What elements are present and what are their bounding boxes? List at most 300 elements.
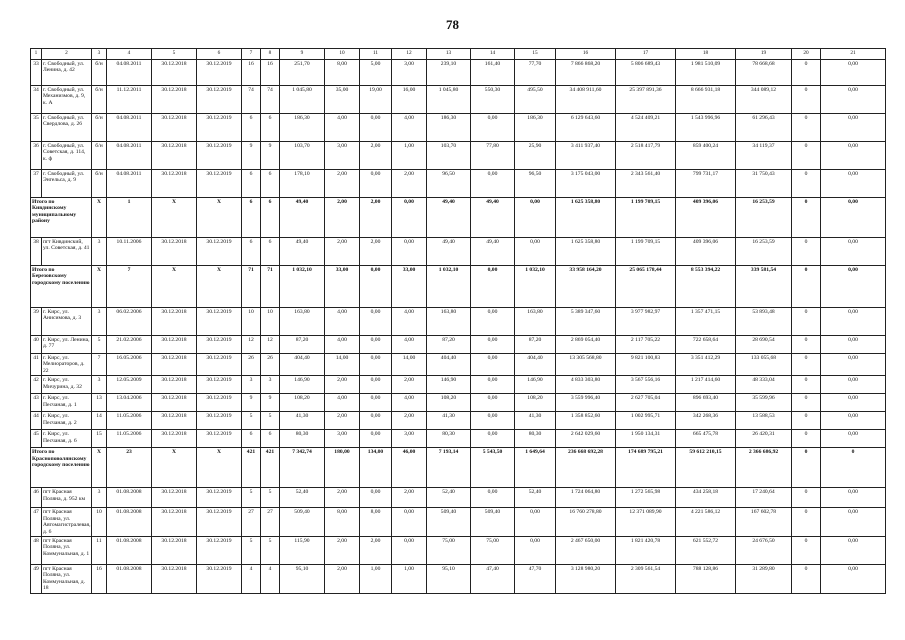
- table-cell: 30.12.2019: [197, 114, 242, 142]
- table-cell: 80,30: [427, 430, 471, 448]
- table-cell: 04.08.2011: [107, 170, 152, 198]
- table-cell: 12: [242, 336, 261, 354]
- table-cell: 30.12.2019: [197, 412, 242, 430]
- table-cell: 30.12.2019: [197, 508, 242, 537]
- table-cell: 1 543 996,96: [676, 114, 736, 142]
- table-cell: 799 731,17: [676, 170, 736, 198]
- table-cell: 30.12.2018: [152, 430, 197, 448]
- table-cell: 11: [92, 536, 107, 564]
- table-cell: 0: [792, 142, 821, 170]
- table-cell: 24 676,50: [736, 536, 792, 564]
- address-cell: пгт Красная Поляна, ул. Автомагистралевая, д. 6: [43, 509, 91, 535]
- table-body: [31, 49, 886, 594]
- table-cell: 4,00: [392, 336, 427, 354]
- table-cell: 1: [107, 198, 152, 238]
- table-cell: 0,00: [471, 376, 515, 394]
- table-cell: 0,00: [821, 86, 886, 114]
- address-cell: г. Кирс, ул. Анисимова, д. 3: [42, 308, 92, 336]
- table-cell: 2 642 029,60: [556, 430, 616, 448]
- table-cell: 5,00: [360, 60, 392, 86]
- table-cell: 178,10: [280, 170, 325, 198]
- table-cell: 1 032,10: [280, 266, 325, 308]
- table-cell: 96,50: [515, 170, 556, 198]
- table-cell: 2,00: [325, 564, 360, 593]
- table-cell: 0: [792, 336, 821, 354]
- table-cell: 0,00: [821, 60, 886, 86]
- address-cell: г. Свободный, ул. Энгельса, д. 9: [42, 170, 92, 198]
- column-number: 8: [261, 49, 280, 60]
- table-cell: 3 567 556,16: [616, 376, 676, 394]
- table-cell: 0,00: [821, 308, 886, 336]
- table-cell: 421: [242, 448, 261, 488]
- table-cell: 0: [792, 60, 821, 86]
- table-cell: 6: [242, 198, 261, 238]
- table-cell: 0,00: [821, 508, 886, 537]
- table-cell: 3: [92, 376, 107, 394]
- table-cell: 4,00: [325, 308, 360, 336]
- table-cell: X: [197, 448, 242, 488]
- table-cell: 71: [261, 266, 280, 308]
- table-cell: 0: [792, 394, 821, 412]
- table-cell: 5: [242, 412, 261, 430]
- table-cell: 16 760 278,80: [556, 508, 616, 537]
- table-cell: 1 272 565,98: [616, 488, 676, 508]
- address-cell: г. Свободный, ул. Советская, д. 114, к. ф: [42, 142, 92, 170]
- table-cell: 0,00: [360, 170, 392, 198]
- table-cell: 0,00: [515, 198, 556, 238]
- row-index: 47: [31, 508, 42, 537]
- table-cell: б/н: [92, 60, 107, 86]
- table-cell: 6 129 643,60: [556, 114, 616, 142]
- table-cell: 0,00: [821, 564, 886, 593]
- table-cell: 134,00: [360, 448, 392, 488]
- table-cell: 5: [92, 336, 107, 354]
- table-cell: 30.12.2019: [197, 336, 242, 354]
- table-cell: 115,90: [280, 536, 325, 564]
- column-number: 2: [42, 49, 92, 60]
- table-cell: 77,70: [515, 60, 556, 86]
- table-cell: 2,00: [325, 170, 360, 198]
- table-cell: 2 366 686,92: [736, 448, 792, 488]
- table-cell: 163,80: [280, 308, 325, 336]
- table-cell: 30.12.2019: [197, 564, 242, 593]
- table-cell: 30.12.2018: [152, 336, 197, 354]
- row-index: 42: [31, 376, 42, 394]
- table-cell: 665 475,78: [676, 430, 736, 448]
- column-number: 17: [616, 49, 676, 60]
- table-cell: 30.12.2018: [152, 60, 197, 86]
- table-cell: 8,00: [325, 508, 360, 537]
- table-cell: 47,40: [471, 564, 515, 593]
- table-cell: 409 396,06: [676, 238, 736, 266]
- table-cell: 788 128,86: [676, 564, 736, 593]
- table-cell: 14,00: [392, 354, 427, 376]
- table-cell: 2,00: [325, 198, 360, 238]
- table-cell: 0,00: [821, 142, 886, 170]
- table-cell: 421: [261, 448, 280, 488]
- table-cell: 30.12.2019: [197, 354, 242, 376]
- table-cell: 4 833 303,80: [556, 376, 616, 394]
- table-cell: 23: [107, 448, 152, 488]
- table-cell: 96,50: [427, 170, 471, 198]
- row-index: 45: [31, 430, 42, 448]
- table-cell: 9: [261, 142, 280, 170]
- table-cell: 1,00: [392, 564, 427, 593]
- table-cell: 5: [261, 412, 280, 430]
- table-cell: 6: [261, 114, 280, 142]
- table-row: [31, 488, 886, 508]
- address-cell: пгт Кивдинский, ул. Советская, д. 41: [42, 238, 92, 266]
- table-cell: 80,30: [515, 430, 556, 448]
- column-number: 1: [31, 49, 42, 60]
- table-cell: 41,30: [515, 412, 556, 430]
- table-cell: 30.12.2018: [152, 170, 197, 198]
- table-cell: 4,00: [325, 394, 360, 412]
- table-cell: 339 581,54: [736, 266, 792, 308]
- table-cell: 0: [792, 536, 821, 564]
- column-number: 9: [280, 49, 325, 60]
- table-cell: 6: [242, 170, 261, 198]
- table-cell: б/н: [92, 86, 107, 114]
- table-cell: 33 958 164,20: [556, 266, 616, 308]
- table-cell: 4,00: [325, 114, 360, 142]
- table-cell: 0,00: [471, 430, 515, 448]
- table-cell: 11.05.2006: [107, 430, 152, 448]
- table-cell: 6: [261, 170, 280, 198]
- table-cell: 0,00: [360, 266, 392, 308]
- table-cell: 146,90: [515, 376, 556, 394]
- table-cell: 27: [242, 508, 261, 537]
- table-cell: 7 342,74: [280, 448, 325, 488]
- table-cell: 509,40: [427, 508, 471, 537]
- table-cell: 01.08.2008: [107, 536, 152, 564]
- column-number: 15: [515, 49, 556, 60]
- row-index: 48: [31, 536, 42, 564]
- table-cell: 30.12.2018: [152, 86, 197, 114]
- table-cell: 0,00: [821, 266, 886, 308]
- table-cell: 4,00: [392, 394, 427, 412]
- table-cell: 30.12.2019: [197, 86, 242, 114]
- table-cell: 4 524 409,21: [616, 114, 676, 142]
- table-cell: 0,00: [471, 354, 515, 376]
- table-cell: X: [92, 266, 107, 308]
- table-cell: 27: [261, 508, 280, 537]
- address-cell: г. Кирс, ул. Мелиораторов, д. 22: [42, 354, 92, 376]
- table-cell: 0,00: [471, 266, 515, 308]
- table-cell: 4: [242, 564, 261, 593]
- table-cell: 0,00: [821, 536, 886, 564]
- table-cell: 0,00: [821, 198, 886, 238]
- table-cell: 7 866 868,20: [556, 60, 616, 86]
- table-cell: 30.12.2018: [152, 308, 197, 336]
- table-cell: 1 199 709,15: [616, 238, 676, 266]
- table-cell: 3: [261, 376, 280, 394]
- column-number: 3: [92, 49, 107, 60]
- table-cell: 3 351 412,29: [676, 354, 736, 376]
- table-cell: 3: [92, 238, 107, 266]
- page-number: 78: [446, 17, 459, 32]
- table-cell: 0,00: [471, 336, 515, 354]
- table-cell: 6: [242, 430, 261, 448]
- table-cell: 251,70: [280, 60, 325, 86]
- table-cell: 621 552,72: [676, 536, 736, 564]
- table-cell: 0,00: [515, 536, 556, 564]
- table-cell: 5: [261, 488, 280, 508]
- table-cell: 49,40: [471, 198, 515, 238]
- subtotal-label: Итого по Кивдинскому муниципальному району: [31, 198, 92, 238]
- row-index: 36: [31, 142, 42, 170]
- table-row: [31, 142, 886, 170]
- table-cell: 9: [242, 142, 261, 170]
- table-cell: 0,00: [821, 238, 886, 266]
- table-cell: 2,00: [392, 412, 427, 430]
- table-cell: 0,00: [821, 354, 886, 376]
- address-cell: г. Кирс, ул. Песчаная, д. 1: [42, 394, 92, 412]
- subtotal-row: [31, 266, 886, 308]
- table-cell: 41,30: [280, 412, 325, 430]
- table-cell: 80,30: [280, 430, 325, 448]
- table-cell: 30.12.2019: [197, 376, 242, 394]
- table-cell: 16: [261, 60, 280, 86]
- table-cell: 0,00: [821, 376, 886, 394]
- table-cell: 108,20: [427, 394, 471, 412]
- table-cell: 11.05.2006: [107, 412, 152, 430]
- table-cell: 49,40: [280, 198, 325, 238]
- table-cell: 12: [261, 336, 280, 354]
- table-cell: 77,80: [471, 142, 515, 170]
- table-cell: 0,00: [471, 114, 515, 142]
- table-cell: 30.12.2019: [197, 394, 242, 412]
- table-cell: X: [152, 266, 197, 308]
- table-cell: 78 668,68: [736, 60, 792, 86]
- table-cell: 34 119,37: [736, 142, 792, 170]
- table-cell: 30.12.2018: [152, 354, 197, 376]
- table-row: [31, 336, 886, 354]
- table-cell: 5: [261, 536, 280, 564]
- table-cell: 3,00: [325, 430, 360, 448]
- table-cell: 16: [92, 564, 107, 593]
- table-cell: 30.12.2019: [197, 308, 242, 336]
- table-cell: 1 625 358,80: [556, 198, 616, 238]
- table-cell: 1 625 358,80: [556, 238, 616, 266]
- column-number: 5: [152, 49, 197, 60]
- table-cell: 167 602,78: [736, 508, 792, 537]
- table-cell: 5: [242, 536, 261, 564]
- column-number: 18: [676, 49, 736, 60]
- table-cell: 0,00: [821, 114, 886, 142]
- table-cell: 0,00: [821, 336, 886, 354]
- table-cell: 87,20: [427, 336, 471, 354]
- table-cell: 1 649,64: [515, 448, 556, 488]
- table-cell: 87,20: [280, 336, 325, 354]
- table-cell: X: [152, 198, 197, 238]
- table-cell: 5 389 347,60: [556, 308, 616, 336]
- table-cell: 0,00: [392, 536, 427, 564]
- table-cell: 0: [792, 266, 821, 308]
- address-cell: г. Кирс, ул. Песчаная, д. 6: [42, 430, 92, 448]
- table-cell: 0,00: [360, 114, 392, 142]
- table-cell: 4,00: [392, 114, 427, 142]
- table-cell: 75,00: [427, 536, 471, 564]
- table-cell: 896 693,40: [676, 394, 736, 412]
- table-row: [31, 536, 886, 564]
- table-cell: 31 750,43: [736, 170, 792, 198]
- table-cell: 30.12.2019: [197, 142, 242, 170]
- table-cell: 0: [792, 308, 821, 336]
- table-cell: 0,00: [471, 412, 515, 430]
- table-cell: 6: [261, 238, 280, 266]
- table-cell: 13 305 568,80: [556, 354, 616, 376]
- table-cell: 4,00: [392, 308, 427, 336]
- table-cell: 0: [792, 170, 821, 198]
- table-cell: 0,00: [392, 198, 427, 238]
- table-cell: 404,40: [280, 354, 325, 376]
- table-cell: 49,40: [280, 238, 325, 266]
- table-cell: 16 253,59: [736, 238, 792, 266]
- table-cell: 6: [261, 430, 280, 448]
- table-cell: 10: [261, 308, 280, 336]
- table-cell: 16 253,59: [736, 198, 792, 238]
- table-cell: 344 089,12: [736, 86, 792, 114]
- table-cell: 14,00: [325, 354, 360, 376]
- table-cell: 0,00: [821, 488, 886, 508]
- table-cell: 1,00: [360, 564, 392, 593]
- table-cell: 01.08.2008: [107, 508, 152, 537]
- table-cell: 146,90: [280, 376, 325, 394]
- table-cell: 1 357 471,15: [676, 308, 736, 336]
- table-cell: 0,00: [392, 238, 427, 266]
- table-cell: 495,50: [515, 86, 556, 114]
- table-cell: 4: [261, 564, 280, 593]
- row-index: 37: [31, 170, 42, 198]
- table-cell: 2,00: [360, 142, 392, 170]
- table-cell: 28 690,54: [736, 336, 792, 354]
- table-cell: 95,10: [427, 564, 471, 593]
- table-cell: 342 268,36: [676, 412, 736, 430]
- address-cell: г. Свободный, ул. Свердлова, д. 26: [42, 114, 92, 142]
- table-cell: 3: [242, 376, 261, 394]
- table-cell: 30.12.2018: [152, 238, 197, 266]
- table-row: [31, 430, 886, 448]
- table-cell: 4 221 586,12: [676, 508, 736, 537]
- table-cell: 33,00: [325, 266, 360, 308]
- table-cell: 0,00: [360, 488, 392, 508]
- table-cell: 2 869 054,40: [556, 336, 616, 354]
- table-cell: 3,00: [325, 142, 360, 170]
- table-cell: 75,00: [471, 536, 515, 564]
- row-index: 40: [31, 336, 42, 354]
- table-cell: 239,10: [427, 60, 471, 86]
- table-cell: 0,00: [471, 394, 515, 412]
- table-cell: 13: [92, 394, 107, 412]
- table-cell: 1 724 064,80: [556, 488, 616, 508]
- table-cell: 0,00: [360, 308, 392, 336]
- subtotal-row: [31, 448, 886, 488]
- address-cell: г. Свободный, ул. Ленина, д. 42: [42, 60, 92, 86]
- table-cell: 2,00: [360, 536, 392, 564]
- table-cell: 8,00: [360, 508, 392, 537]
- table-cell: 33,00: [392, 266, 427, 308]
- table-cell: 2 117 705,22: [616, 336, 676, 354]
- table-cell: 95,10: [280, 564, 325, 593]
- table-row: [31, 60, 886, 86]
- table-cell: 26 420,31: [736, 430, 792, 448]
- table-cell: 0: [792, 198, 821, 238]
- table-cell: 0: [792, 488, 821, 508]
- table-cell: 30.12.2019: [197, 536, 242, 564]
- table-cell: 509,40: [471, 508, 515, 537]
- table-cell: 35 599,96: [736, 394, 792, 412]
- table-cell: 180,00: [325, 448, 360, 488]
- table-cell: 49,40: [427, 238, 471, 266]
- table-cell: 7 193,14: [427, 448, 471, 488]
- table-cell: 12.05.2009: [107, 376, 152, 394]
- table-cell: 8 553 394,22: [676, 266, 736, 308]
- table-cell: 30.12.2018: [152, 142, 197, 170]
- table-cell: б/н: [92, 170, 107, 198]
- table-cell: 1 358 852,60: [556, 412, 616, 430]
- table-cell: X: [92, 198, 107, 238]
- table-cell: 2,00: [360, 198, 392, 238]
- table-cell: 146,90: [427, 376, 471, 394]
- table-cell: 30.12.2018: [152, 114, 197, 142]
- table-cell: 01.08.2008: [107, 564, 152, 593]
- table-cell: 108,20: [515, 394, 556, 412]
- table-cell: 1 217 414,60: [676, 376, 736, 394]
- table-cell: 550,30: [471, 86, 515, 114]
- table-cell: 26: [242, 354, 261, 376]
- table-cell: 30.12.2019: [197, 430, 242, 448]
- table-cell: 74: [261, 86, 280, 114]
- table-cell: 41,30: [427, 412, 471, 430]
- table-cell: 04.08.2011: [107, 142, 152, 170]
- table-cell: 2 627 705,04: [616, 394, 676, 412]
- column-number: 14: [471, 49, 515, 60]
- row-index: 44: [31, 412, 42, 430]
- table-cell: 5 806 689,43: [616, 60, 676, 86]
- table-cell: 15: [92, 430, 107, 448]
- table-cell: 5 543,50: [471, 448, 515, 488]
- table-cell: 9: [261, 394, 280, 412]
- table-cell: X: [152, 448, 197, 488]
- row-index: 33: [31, 60, 42, 86]
- table-cell: 103,70: [427, 142, 471, 170]
- table-cell: 06.02.2006: [107, 308, 152, 336]
- table-cell: 30.12.2018: [152, 536, 197, 564]
- table-cell: 3 411 937,40: [556, 142, 616, 170]
- table-cell: 0: [792, 448, 821, 488]
- table-cell: 30.12.2019: [197, 170, 242, 198]
- subtotal-label: Итого по Красноповолянскому городскому поселению: [31, 448, 92, 488]
- table-cell: 25 065 178,44: [616, 266, 676, 308]
- table-cell: 103,70: [280, 142, 325, 170]
- table-cell: 53 893,48: [736, 308, 792, 336]
- table-cell: 0,00: [360, 394, 392, 412]
- subtotal-row: [31, 198, 886, 238]
- table-cell: 0: [792, 508, 821, 537]
- address-cell: пгт Красная Поляна, ул. Коммунальная, д. 18: [42, 564, 92, 593]
- table-cell: 509,40: [280, 508, 325, 537]
- table-cell: 1,00: [392, 142, 427, 170]
- table-cell: 3,00: [392, 60, 427, 86]
- table-cell: 6: [242, 238, 261, 266]
- table-cell: 8 666 931,18: [676, 86, 736, 114]
- table-cell: 5: [242, 488, 261, 508]
- table-cell: 30.12.2019: [197, 238, 242, 266]
- table-cell: 161,40: [471, 60, 515, 86]
- table-cell: 25,90: [515, 142, 556, 170]
- table-row: [31, 412, 886, 430]
